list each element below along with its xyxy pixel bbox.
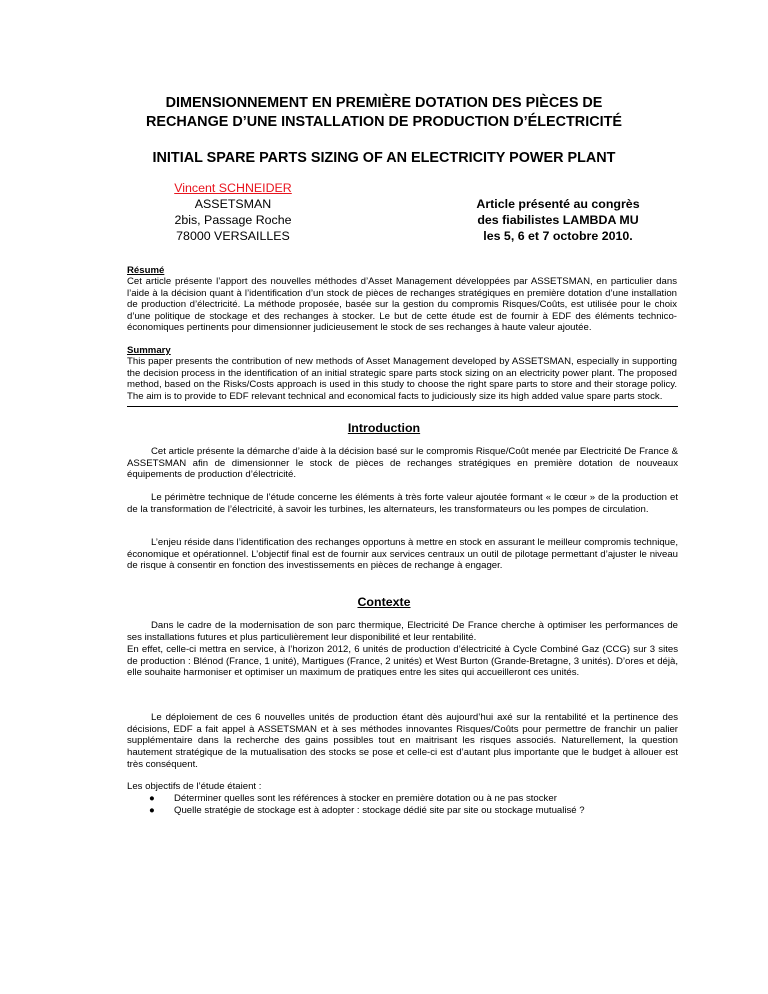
conference-line-1: Article présenté au congrès <box>476 197 640 211</box>
contexte-paragraph-1b: En effet, celle-ci mettra en service, à l’horizon 2012, 6 unités de production d’électricité à Cycle Combiné Gaz (CCG) sur 3 sites de production : Blénod (France, 1 unité), Martigues (France, 2 unités) et West Burton (Grande-Bretagne, 3 unités). D’ores et déjà, elle souhaite harmoniser et optimiser un maximum de pratiques entre les sites qui accueilleront ces unités. <box>127 644 678 679</box>
resume-text: Cet article présente l’apport des nouvelles méthodes d’Asset Management développées par ASSETSMAN, en particulier dans l’aide à la décision quant à l’identification d’un stock de pièces de rechanges stratégiques en première dotation d’une installation de production d’électricité. La méthode proposée, basée sur la gestion du compromis Risques/Coûts, est utilisée pour le choix d’une politique de stockage et des rechanges à stocker. Le but de cette étude est de fournir à EDF des éléments technico-économiques pertinents pour dimensionner judicieusement le stock de ses rechanges à haute valeur ajoutée. <box>127 276 677 334</box>
resume-heading: Résumé <box>127 265 165 276</box>
conference-line-3: les 5, 6 et 7 octobre 2010. <box>483 229 633 243</box>
objectives-intro: Les objectifs de l’étude étaient : <box>127 781 262 792</box>
contexte-heading: Contexte <box>357 595 411 609</box>
bullet-icon: ● <box>149 793 155 804</box>
summary-text: This paper presents the contribution of new methods of Asset Management developed by ASSETSMAN, especially in supporting the decision process in the identification of an initial strategic spare parts stock sizing on an electricity power plant. The proposed method, based on the Risks/Costs approach is used in this study to choose the right spare parts to store and their storage policy. The aim is to provide to EDF relevant technical and economical facts to judiciously size its high added value spare parts stock. <box>127 356 677 402</box>
introduction-paragraph-1: Cet article présente la démarche d’aide à la décision basé sur le compromis Risque/Coût menée par Electricité De France & ASSETSMAN afin de dimensionner le stock de pièces de rechanges stratégiques en première dotation de nouveaux équipements de production d’électricité. <box>127 446 678 481</box>
author-address-2: 78000 VERSAILLES <box>176 229 290 243</box>
english-title: INITIAL SPARE PARTS SIZING OF AN ELECTRICITY POWER PLANT <box>152 150 616 166</box>
author-company: ASSETSMAN <box>194 197 272 211</box>
title-line-2: RECHANGE D’UNE INSTALLATION DE PRODUCTION D’ÉLECTRICITÉ <box>146 114 622 130</box>
contexte-paragraph-1a: Dans le cadre de la modernisation de son parc thermique, Electricité De France cherche à optimiser les performances de ses installations futures et plus particulièrement leur disponibilité et leur rentabilité. <box>127 620 678 643</box>
bullet-icon: ● <box>149 804 155 816</box>
author-address-1: 2bis, Passage Roche <box>174 213 292 227</box>
objectives-list <box>127 793 678 816</box>
contexte-paragraph-2: Le déploiement de ces 6 nouvelles unités de production étant dès aujourd’hui axé sur la rentabilité et la pertinence des décisions, EDF a fait appel à ASSETSMAN et à ses méthodes innovantes Risques/Coûts pour permettre de franchir un palier supplémentaire dans la recherche des gains possibles tout en maitrisant les risques associés. Naturellement, la question hautement stratégique de la mutualisation des stocks se pose et celle-ci est d’autant plus importante que le budget à allouer est très conséquent. <box>127 712 678 770</box>
resume-section <box>127 265 677 333</box>
introduction-paragraph-3: L’enjeu réside dans l’identification des rechanges opportuns à mettre en stock en assurant le meilleur compromis technique, économique et opérationnel. L’objectif final est de fournir aux services centraux un outil de pilotage permettant d’ajuster le niveau de risque à consentir en fonction des investissements en pièces de rechange à engager. <box>127 537 678 572</box>
summary-heading: Summary <box>127 345 171 356</box>
conference-note <box>448 196 668 244</box>
conference-line-2: des fiabilistes LAMBDA MU <box>477 213 639 227</box>
summary-section <box>127 345 677 402</box>
list-item: ● Quelle stratégie de stockage est à adopter : stockage dédié site par site ou stockage mutualisé ? <box>149 804 585 816</box>
introduction-heading: Introduction <box>347 421 421 435</box>
introduction-paragraph-2: Le périmètre technique de l’étude concerne les éléments à très forte valeur ajoutée formant « le cœur » de la production et de la transformation de l’électricité, à savoir les turbines, les alternateurs, les transformateurs ou les pompes de circulation. <box>127 492 678 515</box>
list-item: ● Déterminer quelles sont les références à stocker en première dotation ou à ne pas stocker <box>149 793 557 804</box>
title-line-1: DIMENSIONNEMENT EN PREMIÈRE DOTATION DES PIÈCES DE <box>165 95 603 111</box>
author-name-link[interactable]: Vincent SCHNEIDER <box>174 181 292 195</box>
author-block <box>140 180 326 244</box>
section-divider <box>127 406 678 407</box>
